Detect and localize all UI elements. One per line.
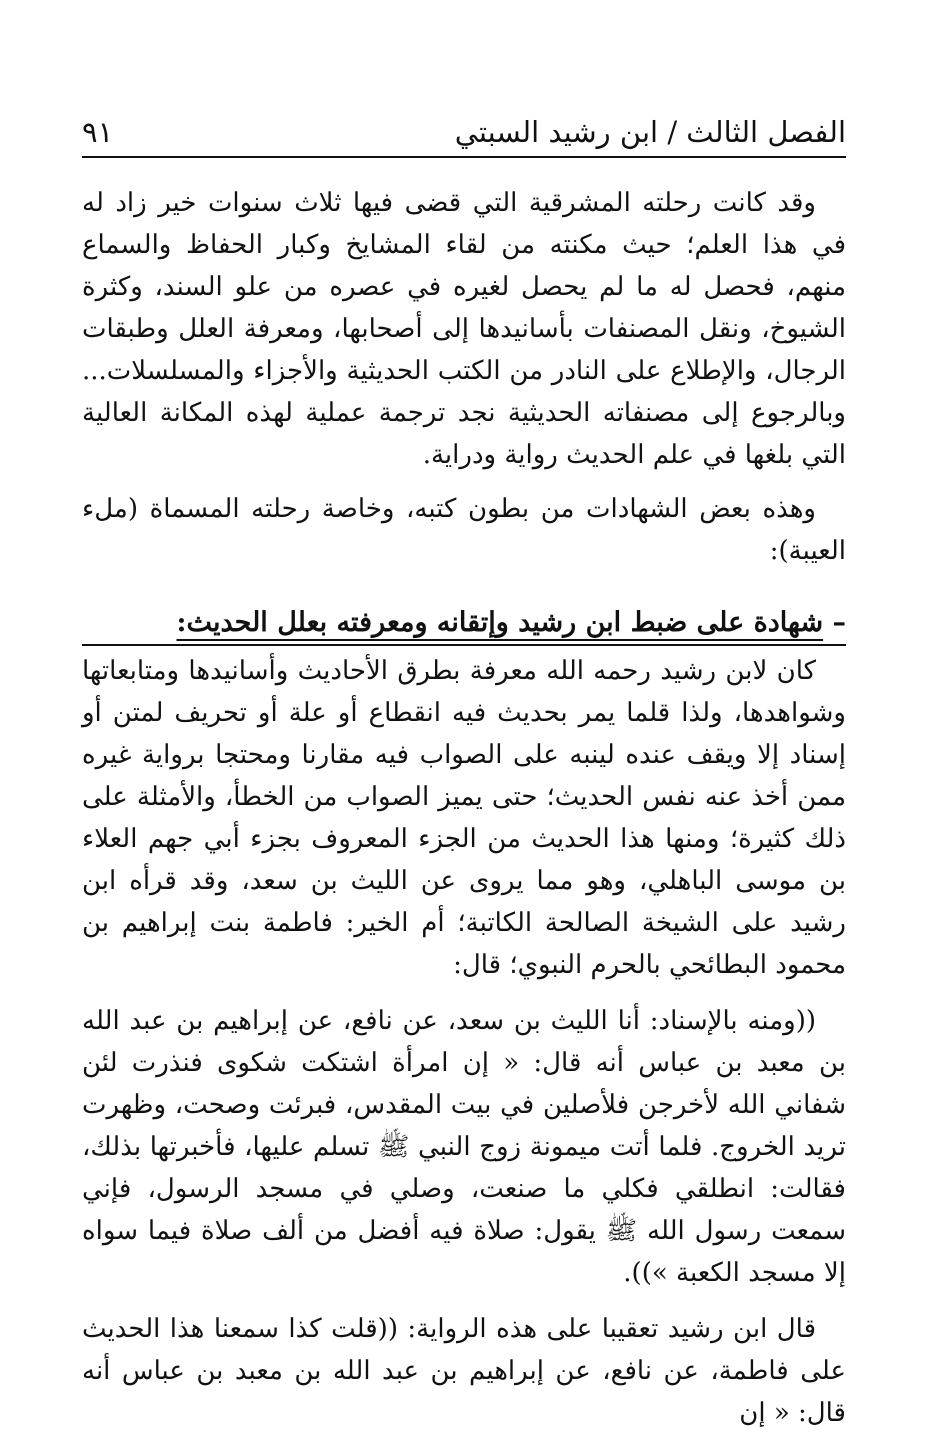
header-rule: [82, 156, 846, 158]
section-rule: [82, 644, 846, 646]
paragraph-journey: وقد كانت رحلته المشرقية التي قضى فيها ثلاث سنوات خير زاد له في هذا العلم؛ حيث مكنته من لقاء المشايخ وكبار الحفاظ والسماع منهم، فحصل له ما لم يحصل لغيره في عصره من علو السند، وكثرة الشيوخ، ونقل المصنفات بأسانيدها إلى أصحابها، ومعرفة العلل وطبقات الرجال، والإطلاع على النادر من الكتب الحديثية والأجزاء والمسلسلات... وبالرجوع إلى مصنفاته الحديثية نجد ترجمة عملية لهذه المكانة العالية التي بلغها في علم الحديث رواية ودراية.: [82, 188, 846, 470]
paragraph-testimonies-intro: وهذه بعض الشهادات من بطون كتبه، وخاصة رحلته المسماة (ملء العيبة):: [82, 494, 846, 566]
paragraph-hadith-quote: ((ومنه بالإسناد: أنا الليث بن سعد، عن نافع، عن إبراهيم بن عبد الله بن معبد بن عباس أنه قال: « إن امرأة اشتكت شكوى فنذرت لئن شفاني الله لأخرجن فلأصلين في بيت المقدس، فبرئت وصحت، وظهرت تريد الخروج. فلما أتت ميمونة زوج النبي ﷺ تسلم عليها، فأخبرتها بذلك، فقالت: انطلقي فكلي ما صنعت، وصلي في مسجد الرسول، فإني سمعت رسول الله ﷺ يقول: صلاة فيه أفضل من ألف صلاة فيما سواه إلا مسجد الكعبة »)).: [82, 1006, 846, 1288]
paragraph-commentary: قال ابن رشيد تعقيبا على هذه الرواية: ((قلت كذا سمعنا هذا الحديث على فاطمة، عن نافع، عن إبراهيم بن عبد الله بن معبد بن عباس أنه قال: « إن: [82, 1314, 846, 1428]
document-page: [82, 0, 846, 1428]
heading-dash: –: [832, 607, 846, 638]
page-number: ٩١: [82, 115, 114, 149]
body-text: [82, 182, 846, 1434]
header-title: الفصل الثالث / ابن رشيد السبتي: [454, 115, 846, 149]
heading-text: شهادة على ضبط ابن رشيد وإتقانه ومعرفته بعلل الحديث:: [176, 607, 824, 638]
running-header: [82, 104, 846, 152]
paragraph-ibn-rushayd-knowledge: كان لابن رشيد رحمه الله معرفة بطرق الأحاديث وأسانيدها ومتابعاتها وشواهدها، ولذا قلما يمر بحديث فيه انقطاع أو علة أو تحريف لمتن أو إسناد إلا ويقف عنده لينبه على الصواب فيه مقارنا ومحتجا برواية غيره ممن أخذ عنه نفس الحديث؛ حتى يميز الصواب من الخطأ، والأمثلة على ذلك كثيرة؛ ومنها هذا الحديث من الجزء المعروف بجزء أبي جهم العلاء بن موسى الباهلي، وهو مما يروى عن الليث بن سعد، وقد قرأه ابن رشيد على الشيخة الصالحة الكاتبة؛ أم الخير: فاطمة بنت إبراهيم بن محمود البطائحي بالحرم النبوي؛ قال:: [82, 656, 846, 980]
section-heading: [82, 602, 846, 644]
